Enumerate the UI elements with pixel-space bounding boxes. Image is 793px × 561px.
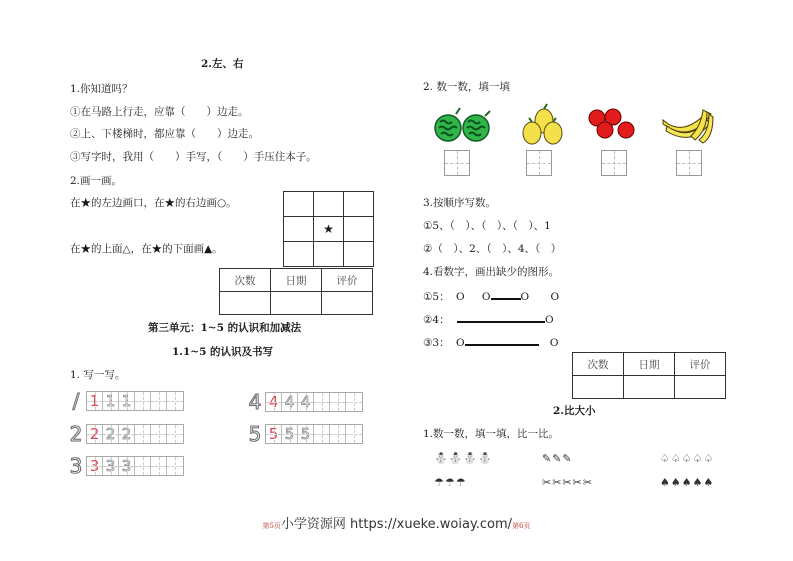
circle-shape: O	[455, 291, 465, 303]
star-icon: ★	[314, 217, 344, 242]
write-box[interactable]	[314, 393, 330, 411]
header-times: 次数	[220, 269, 271, 292]
circle-shape: O	[520, 291, 530, 303]
trace-digit[interactable]: 3	[103, 457, 119, 475]
spade-outline-icon-group: ♤♤♤♤♤	[660, 452, 715, 465]
header-times: 次数	[573, 353, 624, 376]
sample-digit: 2	[87, 425, 103, 443]
question-1-item: ①在马路上行走，应靠（ ）边走。	[70, 106, 249, 118]
pencil-icon-group: ✎✎✎	[542, 452, 573, 465]
section-title: 2.左、右	[201, 58, 244, 70]
site-watermark: 小学资源网 https://xueke.woiay.com/	[280, 517, 513, 532]
sample-digit: 5	[266, 425, 282, 443]
writing-row-2	[68, 422, 184, 446]
trace-digit[interactable]: 1	[103, 392, 119, 410]
writing-row-4	[247, 390, 363, 414]
question-4-line-3	[423, 335, 559, 350]
circle-shape: O	[455, 337, 465, 349]
date-cell[interactable]	[271, 292, 322, 315]
apple-icon	[586, 106, 638, 140]
trace-digit[interactable]: 2	[119, 425, 135, 443]
trace-digit[interactable]: 3	[119, 457, 135, 475]
rating-cell[interactable]	[675, 376, 726, 399]
writing-row-1	[68, 389, 184, 413]
grid-cell[interactable]	[314, 192, 344, 217]
outline-digit: 2	[69, 422, 83, 446]
grid-cell[interactable]	[344, 217, 374, 242]
answer-box[interactable]	[444, 150, 470, 176]
question-2-line: 在★的左边画口，在★的右边画○。	[70, 197, 237, 209]
write-box[interactable]	[135, 392, 151, 410]
question-2-line: 在★的上面△，在★的下面画▲。	[70, 243, 223, 255]
unit-title: 第三单元：1~5 的认识和加减法	[148, 322, 302, 334]
pencil-outline-digit: /	[72, 389, 80, 413]
grid-cell[interactable]	[314, 242, 344, 267]
write-box[interactable]	[135, 425, 151, 443]
question-1-title: 1.你知道吗？	[70, 83, 133, 95]
question-3-title: 3.按顺序写数。	[423, 197, 497, 209]
sample-digit: 3	[87, 457, 103, 475]
sample-digit: 1	[87, 392, 103, 410]
evaluation-table	[572, 352, 726, 399]
write-box[interactable]	[346, 425, 362, 443]
line-label: ②4：	[423, 314, 450, 326]
circle-shape: O	[549, 337, 559, 349]
grid-cell[interactable]	[284, 242, 314, 267]
question-4-line-2	[423, 312, 554, 327]
umbrella-icon-group: ☂☂☂	[434, 476, 467, 489]
write-box[interactable]	[330, 425, 346, 443]
right-page-number: 第6页	[512, 522, 531, 530]
times-cell[interactable]	[573, 376, 624, 399]
trace-digit[interactable]: 4	[298, 393, 314, 411]
header-date: 日期	[624, 353, 675, 376]
header-date: 日期	[271, 269, 322, 292]
question-2-title: 2. 数一数，填一填	[423, 81, 510, 93]
grid-cell[interactable]	[344, 192, 374, 217]
sample-digit: 4	[266, 393, 282, 411]
question-1-item: ②上、下楼梯时，都应靠（ ）边走。	[70, 128, 259, 140]
compare-title: 1.数一数，填一填，比一比。	[423, 428, 560, 440]
answer-box[interactable]	[676, 150, 702, 176]
write-box[interactable]	[346, 393, 362, 411]
question-4-line-1	[423, 289, 559, 304]
question-1-item: ③写字时，我用（ ）手写，（ ）手压住本子。	[70, 151, 317, 163]
answer-blank[interactable]	[465, 335, 539, 346]
writing-row-3	[68, 454, 184, 478]
page-footer	[0, 513, 793, 532]
pear-icon	[520, 103, 566, 145]
drawing-grid	[283, 191, 374, 267]
line-label: ①5：	[423, 291, 450, 303]
circle-shape: O	[481, 291, 491, 303]
write-box[interactable]	[151, 425, 167, 443]
write-box[interactable]	[167, 425, 183, 443]
answer-box[interactable]	[526, 150, 552, 176]
section-title: 2.比大小	[553, 405, 596, 417]
grid-cell[interactable]	[284, 192, 314, 217]
outline-digit: 4	[248, 390, 262, 414]
answer-box[interactable]	[601, 150, 627, 176]
question-3-line: ①5、（ ）、（ ）、（ ）、1	[423, 220, 551, 232]
question-4-title: 4.看数字，画出缺少的图形。	[423, 266, 560, 278]
write-box[interactable]	[151, 457, 167, 475]
line-label: ③3：	[423, 337, 450, 349]
outline-digit: 3	[69, 454, 83, 478]
snowman-icon-group: ⛄⛄⛄⛄	[434, 452, 493, 465]
answer-blank[interactable]	[491, 289, 521, 300]
circle-shape: O	[550, 291, 560, 303]
header-rating: 评价	[322, 269, 373, 292]
outline-digit: 5	[248, 422, 262, 446]
left-page-number: 第5页	[262, 522, 281, 530]
write-title: 1. 写一写。	[70, 369, 126, 381]
write-box[interactable]	[135, 457, 151, 475]
write-box[interactable]	[151, 392, 167, 410]
grid-cell[interactable]	[284, 217, 314, 242]
write-box[interactable]	[167, 457, 183, 475]
trace-digit[interactable]: 1	[119, 392, 135, 410]
grid-cell[interactable]	[344, 242, 374, 267]
write-box[interactable]	[314, 425, 330, 443]
lesson-title: 1.1~5 的认识及书写	[172, 346, 274, 358]
trace-digit[interactable]: 5	[298, 425, 314, 443]
writing-row-5	[247, 422, 363, 446]
trace-digit[interactable]: 5	[282, 425, 298, 443]
trace-digit[interactable]: 4	[282, 393, 298, 411]
write-box[interactable]	[330, 393, 346, 411]
spade-solid-icon-group: ♠♠♠♠♠	[660, 476, 715, 489]
banana-icon	[661, 106, 715, 148]
question-2-title: 2.画一画。	[70, 175, 123, 187]
watermelon-icon	[433, 104, 495, 144]
answer-blank[interactable]	[457, 312, 545, 323]
circle-shape: O	[544, 314, 554, 326]
write-box[interactable]	[167, 392, 183, 410]
rating-cell[interactable]	[322, 292, 373, 315]
header-rating: 评价	[675, 353, 726, 376]
times-cell[interactable]	[220, 292, 271, 315]
evaluation-table	[219, 268, 373, 315]
trace-digit[interactable]: 2	[103, 425, 119, 443]
date-cell[interactable]	[624, 376, 675, 399]
question-3-line: ②（ ）、2、（ ）、4、（ ）	[423, 243, 562, 255]
scissors-icon-group: ✂✂✂✂✂	[542, 476, 594, 489]
